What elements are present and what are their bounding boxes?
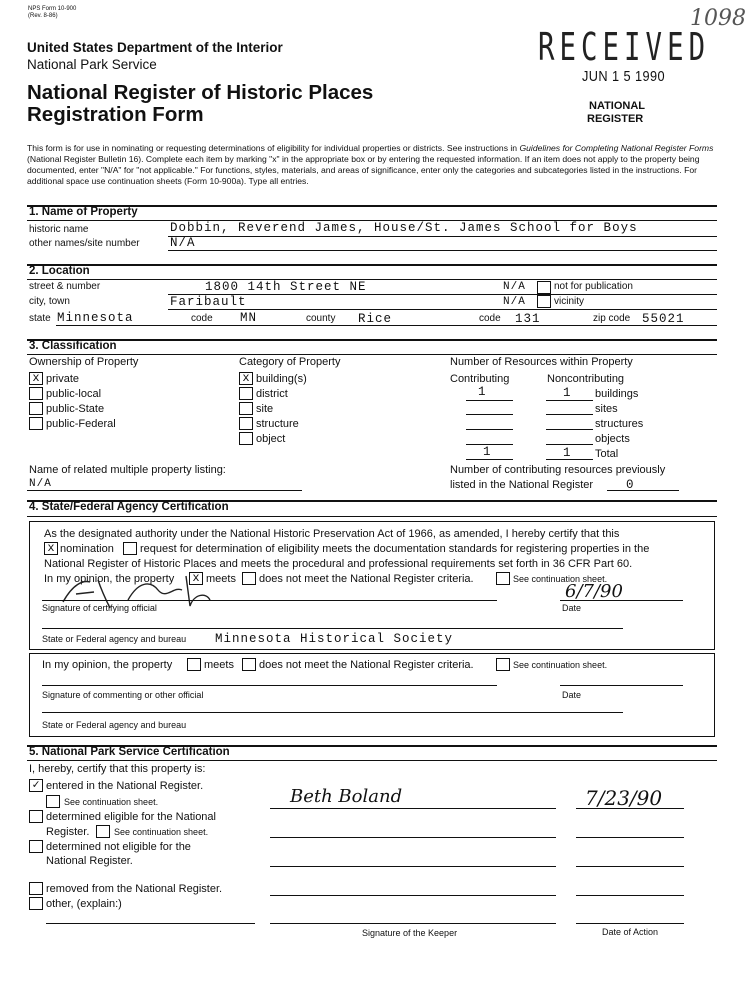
corner-number: 1098 bbox=[690, 6, 746, 31]
category-site-checkbox[interactable] bbox=[239, 402, 253, 415]
bureau-value-1: Minnesota Historical Society bbox=[215, 632, 454, 646]
vicinity-label: vicinity bbox=[554, 296, 585, 307]
state-value: Minnesota bbox=[57, 311, 134, 325]
contrib-buildings: 1 bbox=[478, 385, 487, 399]
ownership-public-local-checkbox[interactable] bbox=[29, 387, 43, 400]
nomination-label: nomination bbox=[60, 543, 114, 555]
action-date-value: 7/23/90 bbox=[585, 786, 663, 810]
state-label: state bbox=[29, 313, 51, 324]
other-names-value: N/A bbox=[170, 236, 196, 250]
ownership-private-label: private bbox=[46, 373, 80, 385]
stamp-register: REGISTER bbox=[587, 113, 644, 125]
not-for-publication-checkbox[interactable] bbox=[537, 281, 551, 294]
related-listing-label: Name of related multiple property listing: bbox=[29, 464, 226, 476]
city-value: Faribault bbox=[170, 295, 247, 309]
res-total-label: Total bbox=[595, 448, 619, 460]
city-label: city, town bbox=[29, 296, 70, 307]
entered-checkbox[interactable]: ✓ bbox=[29, 779, 43, 792]
not-eligible-label-1: determined not eligible for the bbox=[46, 841, 191, 853]
nomination-checkbox[interactable]: x bbox=[44, 542, 58, 555]
category-object-label: object bbox=[256, 433, 286, 445]
state-code-value: MN bbox=[240, 311, 258, 325]
county-label: county bbox=[306, 313, 336, 324]
category-district-checkbox[interactable] bbox=[239, 387, 253, 400]
res-objects-label: objects bbox=[595, 433, 630, 445]
state-code-label: code bbox=[191, 313, 213, 324]
category-structure-checkbox[interactable] bbox=[239, 417, 253, 430]
category-district-label: district bbox=[256, 388, 288, 400]
category-buildings-checkbox[interactable]: x bbox=[239, 372, 253, 385]
category-buildings-label: building(s) bbox=[256, 373, 307, 385]
street-label: street & number bbox=[29, 281, 101, 292]
comment-date-label: Date bbox=[562, 690, 582, 700]
does-not-meet-checkbox[interactable] bbox=[242, 572, 256, 585]
section-3-title: 3. Classification bbox=[29, 340, 117, 352]
received-stamp-text: RECEIVED bbox=[538, 25, 711, 69]
nps-cert-intro: I, hereby, certify that this property is: bbox=[29, 763, 206, 775]
cert-line-1: As the designated authority under the National Historic Preservation Act of 1966, as amended, I hereby certify that this bbox=[44, 528, 620, 540]
see-cont-label-1: See continuation sheet. bbox=[513, 574, 608, 584]
form-revision: (Rev. 8-86) bbox=[28, 13, 58, 19]
service: National Park Service bbox=[27, 57, 157, 72]
entered-see-cont-label: See continuation sheet. bbox=[64, 797, 159, 807]
does-not-meet-label: does not meet the National Register criteria. bbox=[259, 573, 474, 585]
category-site-label: site bbox=[256, 403, 274, 415]
bureau-label-1: State or Federal agency and bureau bbox=[42, 634, 187, 644]
vicinity-checkbox[interactable] bbox=[537, 295, 551, 308]
page-subtitle: Registration Form bbox=[27, 103, 204, 126]
certifying-signature-label: Signature of certifying official bbox=[42, 603, 157, 613]
opinion-label: In my opinion, the property bbox=[44, 573, 175, 585]
comment-signature-label: Signature of commenting or other official bbox=[42, 690, 204, 700]
ownership-heading: Ownership of Property bbox=[29, 356, 139, 368]
request-checkbox[interactable] bbox=[123, 542, 137, 555]
county-code-value: 131 bbox=[515, 312, 541, 326]
does-not-meet2-checkbox[interactable] bbox=[242, 658, 256, 671]
removed-checkbox[interactable] bbox=[29, 882, 43, 895]
ownership-public-state-checkbox[interactable] bbox=[29, 402, 43, 415]
section-2-title: 2. Location bbox=[29, 265, 90, 277]
res-buildings-label: buildings bbox=[595, 388, 639, 400]
section-1-title: 1. Name of Property bbox=[29, 206, 138, 218]
opinion2-label: In my opinion, the property bbox=[42, 659, 173, 671]
stamp-national: NATIONAL bbox=[589, 100, 646, 112]
keeper-signature-value: Beth Boland bbox=[290, 786, 403, 807]
meets-checkbox[interactable]: x bbox=[189, 572, 203, 585]
see-cont-label-2: See continuation sheet. bbox=[513, 660, 608, 670]
prev-listed-value: 0 bbox=[626, 478, 635, 492]
section-4-title: 4. State/Federal Agency Certification bbox=[29, 501, 229, 513]
keeper-signature-label: Signature of the Keeper bbox=[362, 928, 458, 938]
contributing-heading: Contributing bbox=[450, 373, 510, 385]
noncontrib-total: 1 bbox=[563, 446, 572, 460]
determined-eligible-label-2: Register. bbox=[46, 826, 90, 838]
category-object-checkbox[interactable] bbox=[239, 432, 253, 445]
received-stamp bbox=[538, 26, 718, 86]
prev-listed-label-1: Number of contributing resources previously bbox=[450, 464, 666, 476]
category-structure-label: structure bbox=[256, 418, 299, 430]
other-names-label: other names/site number bbox=[29, 238, 140, 249]
section-5-title: 5. National Park Service Certification bbox=[29, 746, 230, 758]
ownership-public-state-label: public-State bbox=[46, 403, 105, 415]
res-structures-label: structures bbox=[595, 418, 644, 430]
department: United States Department of the Interior bbox=[27, 40, 283, 55]
historic-name-label: historic name bbox=[29, 224, 89, 235]
action-date-label: Date of Action bbox=[602, 927, 659, 937]
ownership-public-federal-label: public-Federal bbox=[46, 418, 116, 430]
not-eligible-label-2: National Register. bbox=[46, 855, 133, 867]
eligible-see-cont-checkbox[interactable] bbox=[96, 825, 110, 838]
see-cont-checkbox-1[interactable] bbox=[496, 572, 510, 585]
noncontrib-buildings: 1 bbox=[563, 386, 572, 400]
meets2-label: meets bbox=[204, 659, 234, 671]
contrib-total: 1 bbox=[483, 445, 492, 459]
not-for-publication-label: not for publication bbox=[554, 281, 633, 292]
received-date: JUN 1 5 1990 bbox=[582, 68, 666, 85]
street-value: 1800 14th Street NE bbox=[205, 280, 367, 294]
res-sites-label: sites bbox=[595, 403, 618, 415]
zip-label: zip code bbox=[593, 313, 631, 324]
county-value: Rice bbox=[358, 312, 393, 326]
eligible-see-cont-label: See continuation sheet. bbox=[114, 827, 209, 837]
street-na: N/A bbox=[503, 281, 526, 293]
form-number: NPS Form 10-900 bbox=[28, 6, 77, 12]
resources-heading: Number of Resources within Property bbox=[450, 356, 633, 368]
county-code-label: code bbox=[479, 313, 501, 324]
ownership-private-checkbox[interactable]: x bbox=[29, 372, 43, 385]
ownership-public-federal-checkbox[interactable] bbox=[29, 417, 43, 430]
zip-value: 55021 bbox=[642, 312, 685, 326]
certifying-date-value: 6/7/90 bbox=[565, 581, 623, 602]
cert-line-3: National Register of Historic Places and meets the procedural and professional requirements set forth in 36 CFR Part 60. bbox=[44, 558, 633, 570]
not-eligible-checkbox[interactable] bbox=[29, 840, 43, 853]
removed-label: removed from the National Register. bbox=[46, 883, 223, 895]
prev-listed-label-2: listed in the National Register bbox=[450, 479, 594, 491]
noncontributing-heading: Noncontributing bbox=[547, 373, 625, 385]
meets2-checkbox[interactable] bbox=[187, 658, 201, 671]
bureau-label-2: State or Federal agency and bureau bbox=[42, 720, 187, 730]
certifying-date-label: Date bbox=[562, 603, 582, 613]
entered-see-cont-checkbox[interactable] bbox=[46, 795, 60, 808]
other-checkbox[interactable] bbox=[29, 897, 43, 910]
determined-eligible-label-1: determined eligible for the National bbox=[46, 811, 216, 823]
see-cont-checkbox-2[interactable] bbox=[496, 658, 510, 671]
meets-label: meets bbox=[206, 573, 236, 585]
request-label: request for determination of eligibility meets the documentation standards for registering properties in the bbox=[140, 543, 650, 555]
page-title: National Register of Historic Places bbox=[27, 81, 374, 104]
category-heading: Category of Property bbox=[239, 356, 341, 368]
determined-eligible-checkbox[interactable] bbox=[29, 810, 43, 823]
ownership-public-local-label: public-local bbox=[46, 388, 102, 400]
related-listing-value: N/A bbox=[29, 478, 52, 490]
does-not-meet2-label: does not meet the National Register criteria. bbox=[259, 659, 474, 671]
other-label: other, (explain:) bbox=[46, 898, 122, 910]
historic-name-value: Dobbin, Reverend James, House/St. James School for Boys bbox=[170, 221, 638, 235]
city-na: N/A bbox=[503, 296, 526, 308]
instructions: This form is for use in nominating or requesting determinations of eligibility for individual properties or districts. See instructions in Guidelines for Completing National Register Forms (National Register Bulletin 16). Complete each item by marking "x" in the appropriate box or by entering the requested information. If an item does not apply to the property being documented, enter "N/A" for "not applicable." For functions, styles, materials, and areas of significance, enter only the categories and subcategories listed in the instructions. For additional space use continuation sheets (Form 10-900a). Type all entries. bbox=[27, 143, 714, 186]
entered-label: entered in the National Register. bbox=[46, 780, 204, 792]
